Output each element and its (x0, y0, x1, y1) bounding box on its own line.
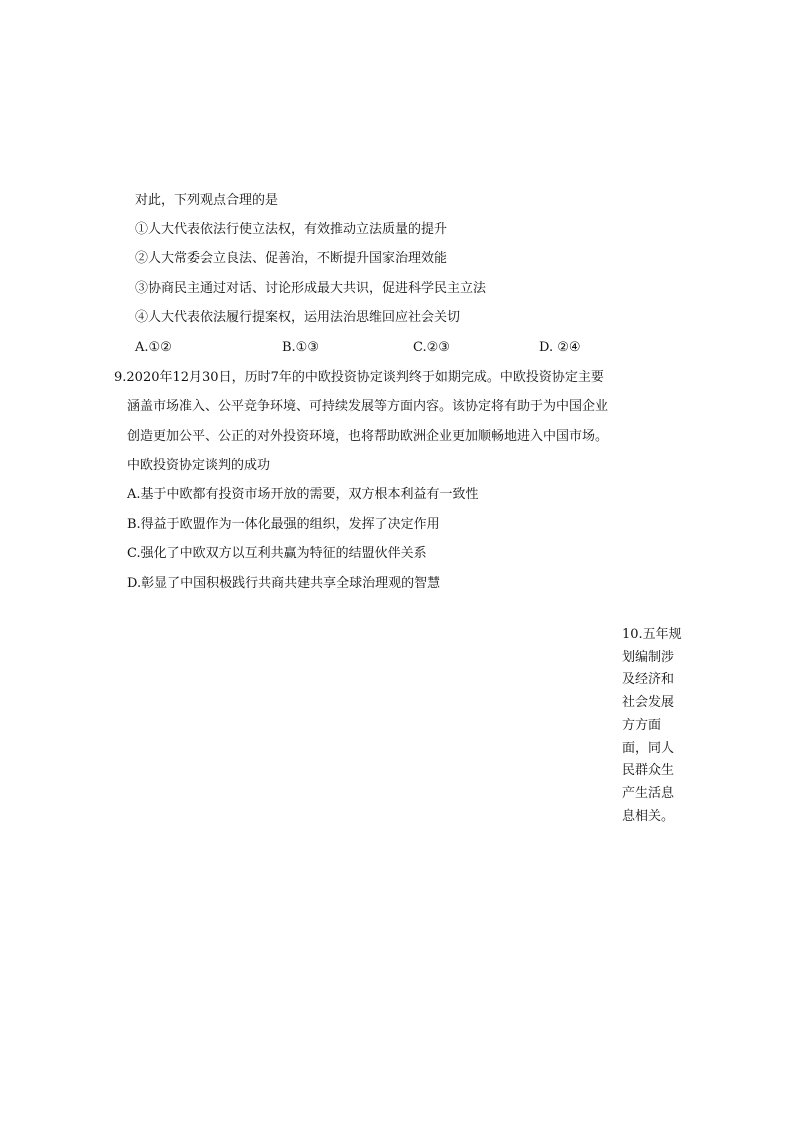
q9-option-a: A.基于中欧都有投资市场开放的需要，双方根本利益有一致性 (127, 487, 479, 502)
q8-statement-2: ②人大常委会立良法、促善治，不断提升国家治理效能 (135, 251, 448, 266)
q8-option-a: A.①② (135, 340, 172, 355)
q8-statement-4: ④人大代表依法履行提案权，运用法治思维回应社会关切 (135, 310, 461, 325)
q10-text: 10.五年规划编制涉及经济和社会发展方方面面，同人民群众生产生活息息相关。 (622, 627, 682, 824)
q9-stem-line-1: 9.2020年12月30日，历时7年的中欧投资协定谈判终于如期完成。中欧投资协定主要 (114, 370, 604, 385)
q9-stem-line-4: 中欧投资协定谈判的成功 (127, 458, 271, 473)
q8-option-d: D. ②④ (539, 340, 581, 355)
q8-statement-1: ①人大代表依法行使立法权，有效推动立法质量的提升 (135, 222, 448, 237)
q8-option-b: B.①③ (282, 340, 319, 355)
q8-statement-3: ③协商民主通过对话、讨论形成最大共识，促进科学民主立法 (135, 281, 487, 296)
q9-stem-line-2: 涵盖市场准入、公平竞争环境、可持续发展等方面内容。该协定将有助于为中国企业 (127, 399, 609, 414)
q9-option-c: C.强化了中欧双方以互利共赢为特征的结盟伙伴关系 (127, 546, 427, 561)
q8-option-c: C.②③ (413, 340, 450, 355)
q9-stem-line-3: 创造更加公平、公正的对外投资环境，也将帮助欧洲企业更加顺畅地进入中国市场。 (127, 429, 609, 444)
q9-option-d: D.彰显了中国积极践行共商共建共享全球治理观的智慧 (127, 576, 441, 591)
q9-option-b: B.得益于欧盟作为一体化最强的组织，发挥了决定作用 (127, 517, 440, 532)
q8-intro: 对此，下列观点合理的是 (135, 193, 279, 208)
